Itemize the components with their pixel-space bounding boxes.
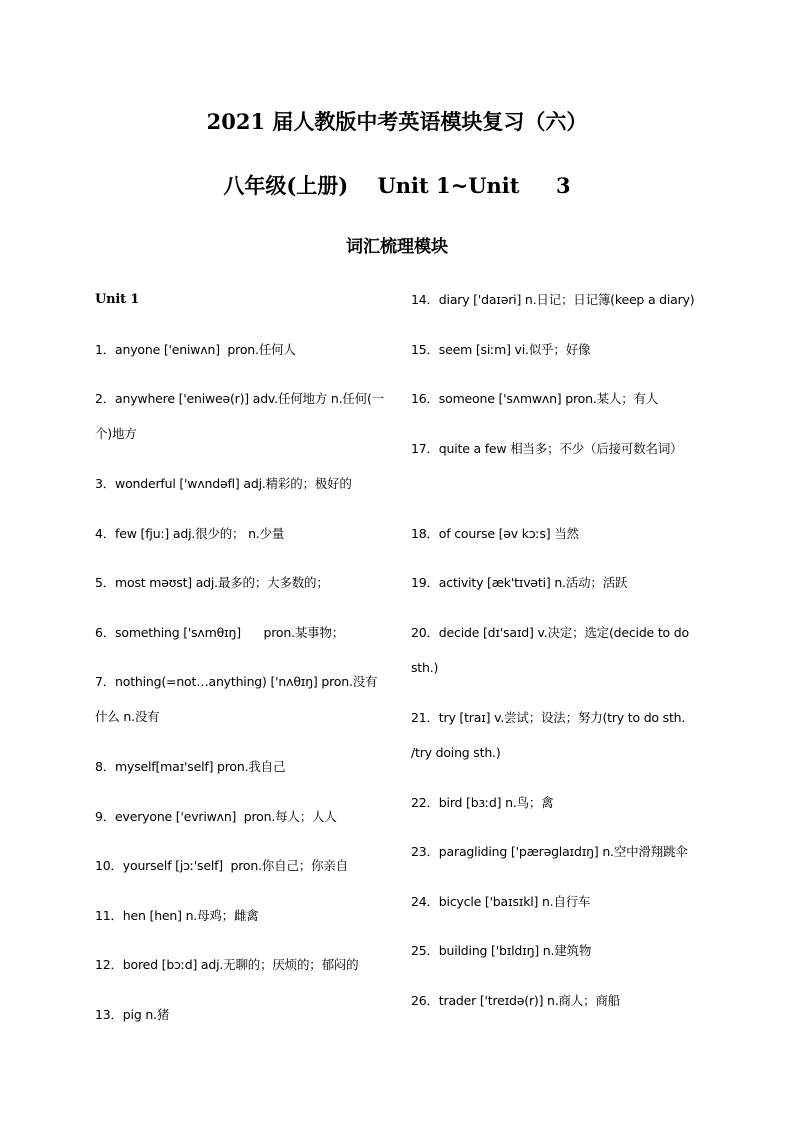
right-column: [411, 282, 703, 1032]
vocab-entry: 5．most məʊst] adj.最多的；大多数的；: [95, 575, 329, 590]
vocab-entry: 22．bird [bɜːd] n.鸟；禽: [411, 794, 554, 810]
vocab-entry: 10．yourself [jɔː'self] pron.你自己；你亲自: [95, 858, 348, 873]
vocab-entry: 2．anywhere ['eniweə(r)] adv.任何地方 n.任何(一个)地方: [95, 391, 384, 441]
vocab-entry: 12．bored [bɔːd] adj.无聊的；厌烦的；郁闷的: [95, 957, 359, 972]
vocab-entry: 1．anyone ['eniwʌn] pron.任何人: [95, 341, 296, 357]
vocab-entry: 11．hen [hen] n.母鸡；雌禽: [95, 907, 259, 923]
vocab-entry: 24．bicycle ['baɪsɪkl] n.自行车: [411, 893, 591, 909]
left-column: [95, 282, 387, 1046]
vocab-entry: 21．try [traɪ] v.尝试；设法；努力(try to do sth. /try doing sth.): [411, 709, 686, 760]
vocab-entry: 6．something ['sʌmθɪŋ] pron.某事物；: [95, 624, 345, 640]
vocab-entry: 18．of course [əv kɔːs] 当然: [411, 525, 579, 541]
vocab-entry: 17．quite a few 相当多；不少（后接可数名词）: [411, 440, 683, 456]
vocab-entry: 9．everyone ['evriwʌn] pron.每人；人人: [95, 808, 337, 824]
vocab-entry: 15．seem [siːm] vi.似乎；好像: [411, 341, 591, 357]
unit-label: Unit 1: [95, 292, 140, 307]
vocab-entry: 23．paragliding ['pærəɡlaɪdɪŋ] n.空中滑翔跳伞: [411, 844, 688, 859]
vocab-entry: 13．pig n.猪: [95, 1006, 170, 1022]
vocab-entry: 3．wonderful ['wʌndəfl] adj.精彩的；极好的: [95, 476, 352, 491]
vocab-entry: 26．trader ['treɪdə(r)] n.商人；商船: [411, 992, 621, 1008]
vocab-entry: 14．diary ['daɪəri] n.日记；日记簿(keep a diary): [411, 292, 695, 307]
vocab-entry: 25．building ['bɪldɪŋ] n.建筑物: [411, 943, 592, 958]
grade-unit-line: 八年级(上册) Unit 1~Unit 3: [223, 173, 571, 198]
vocab-entry: 7．nothing(=not…anything) ['nʌθɪŋ] pron.没有什么 n.没有: [95, 674, 378, 724]
vocab-entry: 8．myself[maɪ'self] pron.我自己: [95, 759, 286, 774]
vocab-entry: 19．activity [æk'tɪvəti] n.活动；活跃: [411, 575, 628, 590]
document-title: 2021 届人教版中考英语模块复习（六）: [206, 109, 588, 134]
vocab-entry: 20．decide [dɪ'saɪd] v.决定；选定(decide to do sth.): [411, 624, 689, 675]
vocab-entry: 4．few [fju:] adj.很少的； n.少量: [95, 525, 285, 541]
section-heading: 词汇梳理模块: [346, 237, 448, 257]
vocab-entry: 16．someone ['sʌmwʌn] pron.某人；有人: [411, 391, 659, 406]
